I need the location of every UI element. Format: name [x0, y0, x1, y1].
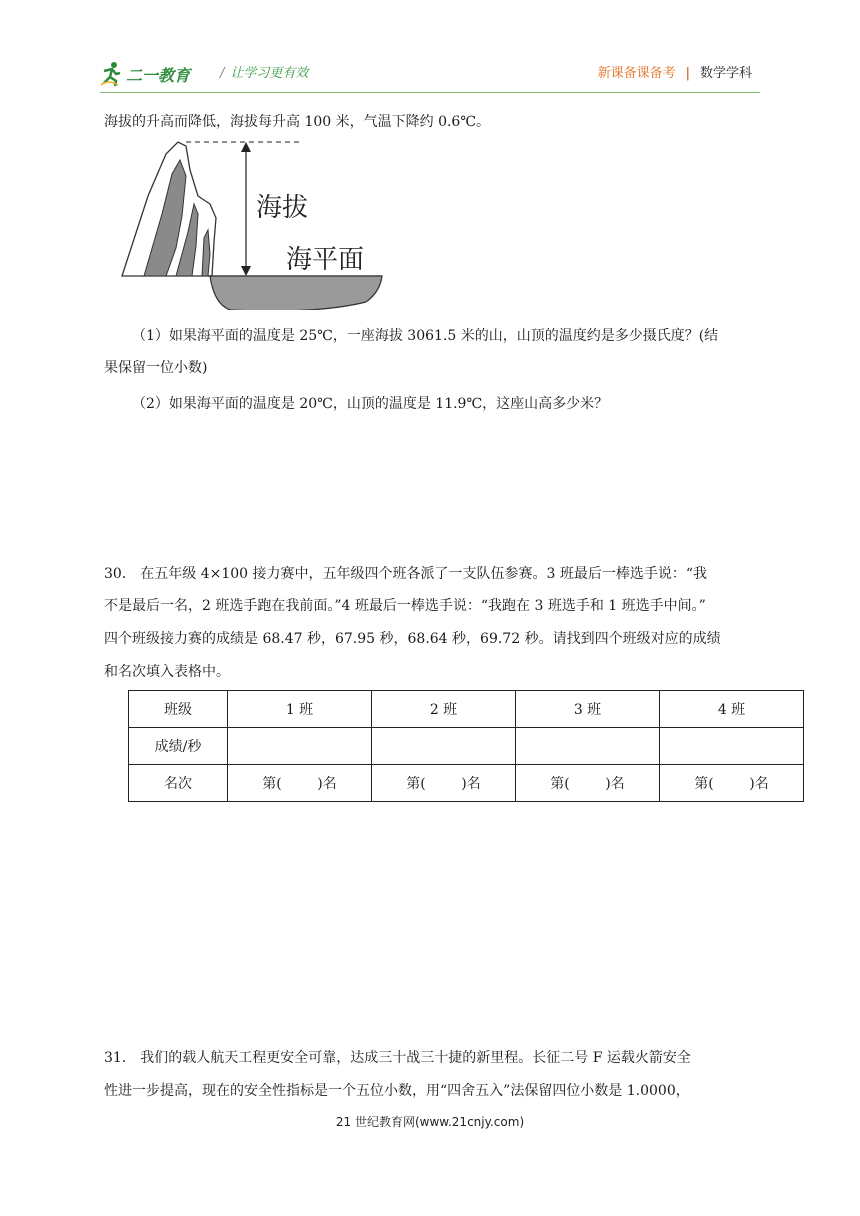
question-31-line-2: 性进一步提高，现在的安全性指标是一个五位小数，用“四舍五入”法保留四位小数是 1.0000， [104, 1083, 690, 1099]
table-header-class: 班级 [129, 691, 228, 728]
question-1-line-2: 果保留一位小数) [104, 360, 208, 376]
question-1-line-1: （1）如果海平面的温度是 25℃，一座海拔 3061.5 米的山，山顶的温度约是多少摄氏度？(结 [132, 328, 719, 344]
question-2: （2）如果海平面的温度是 20℃，山顶的温度是 11.9℃，这座山高多少米？ [132, 396, 609, 412]
runner-logo-icon [100, 61, 122, 87]
rank-row-label: 名次 [129, 765, 228, 802]
score-cell-class-4[interactable] [660, 728, 804, 765]
page-header [0, 0, 860, 100]
score-cell-class-2[interactable] [372, 728, 516, 765]
table-header-class-2: 2 班 [372, 691, 516, 728]
question-30-line-1: 30． 在五年级 4×100 接力赛中，五年级四个班各派了一支队伍参赛。3 班最后一棒选手说：“我 [104, 566, 708, 582]
logo-text: 二一教育 [126, 65, 191, 85]
header-course-label: 新课备课备考 [597, 66, 676, 81]
table-header-class-1: 1 班 [228, 691, 372, 728]
rank-cell-class-4[interactable]: 第( )名 [660, 765, 804, 802]
altitude-figure [118, 134, 388, 314]
table-header-class-3: 3 班 [516, 691, 660, 728]
question-30-line-2: 不是最后一名，2 班选手跑在我前面。”4 班最后一棒选手说：“我跑在 3 班选手和 1 班选手中间。” [104, 598, 706, 614]
score-cell-class-3[interactable] [516, 728, 660, 765]
altitude-label: 海拔 [256, 193, 309, 223]
question-30-line-3: 四个班级接力赛的成绩是 68.47 秒，67.95 秒，68.64 秒，69.72 秒。请找到四个班级对应的成绩 [104, 631, 721, 647]
header-subject-label: 数学学科 [699, 66, 752, 81]
question-30-line-4: 和名次填入表格中。 [104, 664, 230, 680]
slogan: / 让学习更有效 [220, 66, 309, 81]
page-footer: 21 世纪教育网(www.21cnjy.com) [335, 1115, 525, 1129]
rank-cell-class-2[interactable]: 第( )名 [372, 765, 516, 802]
table-header-row [129, 691, 804, 728]
question-31-line-1: 31． 我们的载人航天工程更安全可靠，达成三十战三十捷的新里程。长征二号 F 运载火箭安全 [104, 1050, 691, 1066]
score-cell-class-1[interactable] [228, 728, 372, 765]
table-row-rank [129, 765, 804, 802]
table-row-score [129, 728, 804, 765]
header-separator: | [685, 66, 690, 81]
table-header-class-4: 4 班 [660, 691, 804, 728]
slogan-text: 让学习更有效 [230, 66, 309, 81]
relay-result-table [128, 690, 804, 802]
intro-text: 海拔的升高而降低，海拔每升高 100 米，气温下降约 0.6℃。 [104, 114, 490, 130]
score-row-label: 成绩/秒 [129, 728, 228, 765]
sea-level-label: 海平面 [286, 245, 365, 275]
header-divider [100, 92, 760, 93]
rank-cell-class-1[interactable]: 第( )名 [228, 765, 372, 802]
logo [100, 58, 190, 90]
header-subject [598, 62, 752, 81]
rank-cell-class-3[interactable]: 第( )名 [516, 765, 660, 802]
